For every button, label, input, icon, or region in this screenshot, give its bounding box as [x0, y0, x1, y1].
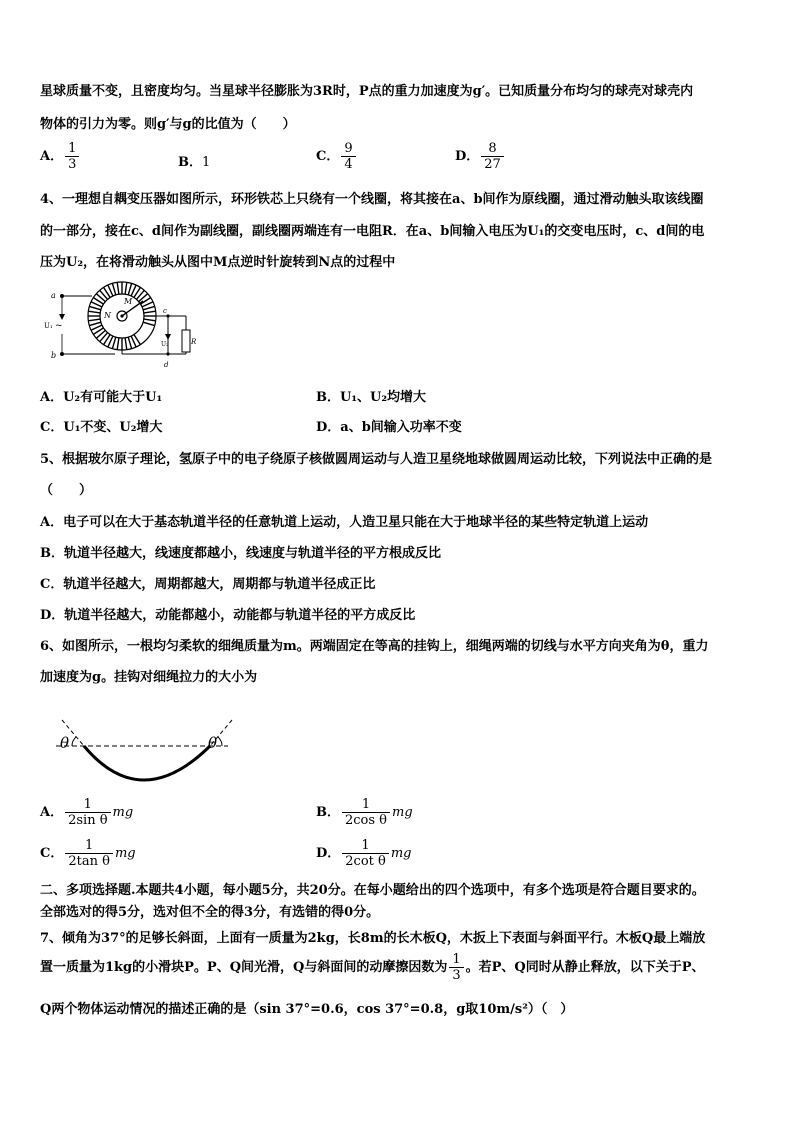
q7-line-3: Q两个物体运动情况的描述正确的是（sin 37°=0.6，cos 37°=0.8，g取10m/s²）（ ）: [40, 1002, 574, 1017]
coil-winding: [143, 306, 155, 309]
coil-winding: [89, 306, 101, 309]
coil-winding: [88, 319, 100, 321]
fraction: $\frac{1}{\text{2tan θ}}$: [65, 838, 113, 869]
fraction: $\frac{1}{\text{2cot θ}}$: [342, 838, 389, 869]
q3-line-1: 星球质量不变，且密度均匀。当星球半径膨胀为3R时，P点的重力加速度为g′。已知质量分布均匀的球壳对球壳内: [40, 84, 694, 99]
q4-option-d[interactable]: D．a、b间输入功率不变: [316, 420, 462, 435]
label-c: c: [163, 307, 167, 315]
q6-line-2: 加速度为g。挂钩对细绳拉力的大小为: [40, 670, 258, 685]
q6-option-c[interactable]: C． $\frac{1}{\text{2tan θ}}$ mg: [40, 838, 136, 869]
label-b: b: [51, 351, 57, 360]
q6-line-1: 6、如图所示，一根均匀柔软的细绳质量为m。两端固定在等高的挂钩上，细绳两端的切线与水平方向夹角为θ，重力: [40, 639, 709, 654]
coil-winding: [125, 282, 127, 294]
q5-option-d[interactable]: D．轨道半径越大，动能都越小，动能都与轨道半径的平方成反比: [40, 608, 416, 623]
fraction: $\frac{1}{\text{2cos θ}}$: [342, 797, 390, 828]
coil-winding: [117, 338, 119, 350]
label-theta-left: θ: [60, 734, 70, 752]
rope-figure: [50, 714, 240, 794]
section-2-line-1: 二、多项选择题.本题共4小题，每小题5分，共20分。在每小题给出的四个选项中，有多个选项是符合题目要求的。: [40, 883, 705, 898]
coil-winding: [143, 322, 155, 325]
coil-winding: [112, 283, 115, 295]
q5-line-2: （ ）: [40, 483, 93, 498]
q4-option-c[interactable]: C．U₁不变、U₂增大: [40, 420, 163, 435]
fraction: $\frac{1}{3}$: [65, 141, 79, 172]
q5-option-a[interactable]: A．电子可以在大于基态轨道半径的任意轨道上运动，人造卫星只能在大于地球半径的某些特定轨道上运动: [40, 515, 649, 530]
coil-winding: [144, 319, 156, 321]
fraction: $\frac{1}{3}$: [449, 952, 463, 983]
q6-option-d[interactable]: D． $\frac{1}{\text{2cot θ}}$ mg: [316, 838, 412, 869]
label-n: N: [104, 311, 111, 320]
q6-option-a[interactable]: A． $\frac{1}{\text{2sin θ}}$ mg: [40, 797, 134, 828]
coil-winding: [89, 322, 101, 325]
label-d: d: [164, 361, 169, 369]
coil-winding: [128, 337, 131, 349]
fraction: $\frac{1}{\text{2sin θ}}$: [65, 797, 110, 828]
q3-option-b[interactable]: B．1: [178, 155, 211, 170]
q4-line-2: 的一部分，接在c、d间作为副线圈，副线圈两端连有一电阻R．在a、b间输入电压为U₁的交变电压时，c、d间的电: [40, 224, 705, 239]
coil-winding: [128, 283, 131, 295]
q5-option-b[interactable]: B．轨道半径越大，线速度都越小，线速度与轨道半径的平方根成反比: [40, 546, 442, 561]
q4-line-1: 4、一理想自耦变压器如图所示，环形铁芯上只绕有一个线圈，将其接在a、b间作为原线圈，通过滑动触头取该线圈: [40, 192, 704, 207]
coil-winding: [144, 311, 156, 313]
fraction: $\frac{9}{4}$: [341, 141, 355, 172]
coil-winding: [112, 337, 115, 349]
q3-option-d[interactable]: D． $\frac{8}{27}$: [455, 141, 506, 172]
q5-line-1: 5、根据玻尔原子理论，氢原子中的电子绕原子核做圆周运动与人造卫星绕地球做圆周运动比较，下列说法中正确的是: [40, 452, 713, 467]
q3-option-c[interactable]: C． $\frac{9}{4}$: [316, 141, 358, 172]
q7-line-1: 7、倾角为37°的足够长斜面，上面有一质量为2kg，长8m的长木板Q，木扳上下表面与斜面平行。木板Q最上端放: [40, 931, 706, 946]
q4-option-b[interactable]: B．U₁、U₂均增大: [316, 390, 427, 405]
label-m: M: [124, 297, 133, 306]
coil-winding: [117, 282, 119, 294]
section-2-line-2: 全部选对的得5分，选对但不全的得3分，有选错的得0分。: [40, 905, 380, 920]
label-r: R: [191, 338, 197, 346]
coil-winding: [125, 338, 127, 350]
q4-line-3: 压为U₂，在将滑动触头从图中M点逆时针旋转到N点的过程中: [40, 255, 396, 270]
svg-text:~: ~: [55, 321, 63, 331]
autotransformer-figure: [40, 276, 215, 371]
q3-option-a[interactable]: [40, 141, 81, 172]
q4-option-a[interactable]: A．U₂有可能大于U₁: [40, 390, 163, 405]
q5-option-c[interactable]: C．轨道半径越大，周期都越大，周期都与轨道半径成正比: [40, 577, 376, 592]
fraction: $\frac{8}{27}$: [481, 141, 504, 172]
option-letter: A．: [40, 149, 64, 164]
q3-line-2: 物体的引力为零。则g′与g的比值为（ ）: [40, 117, 296, 132]
label-u1: U₁: [44, 322, 53, 330]
label-u2: U₂: [161, 341, 169, 348]
q6-option-b[interactable]: B． $\frac{1}{\text{2cos θ}}$ mg: [316, 797, 413, 828]
label-a: a: [51, 291, 56, 300]
coil-winding: [88, 311, 100, 313]
q7-line-2: 置一质量为1kg的小滑块P。P、Q间光滑，Q与斜面间的动摩擦因数为 $\frac{1}{3}$ 。若P、Q同时从静止释放，以下关于P、: [40, 952, 705, 983]
label-theta-right: θ: [208, 734, 218, 752]
